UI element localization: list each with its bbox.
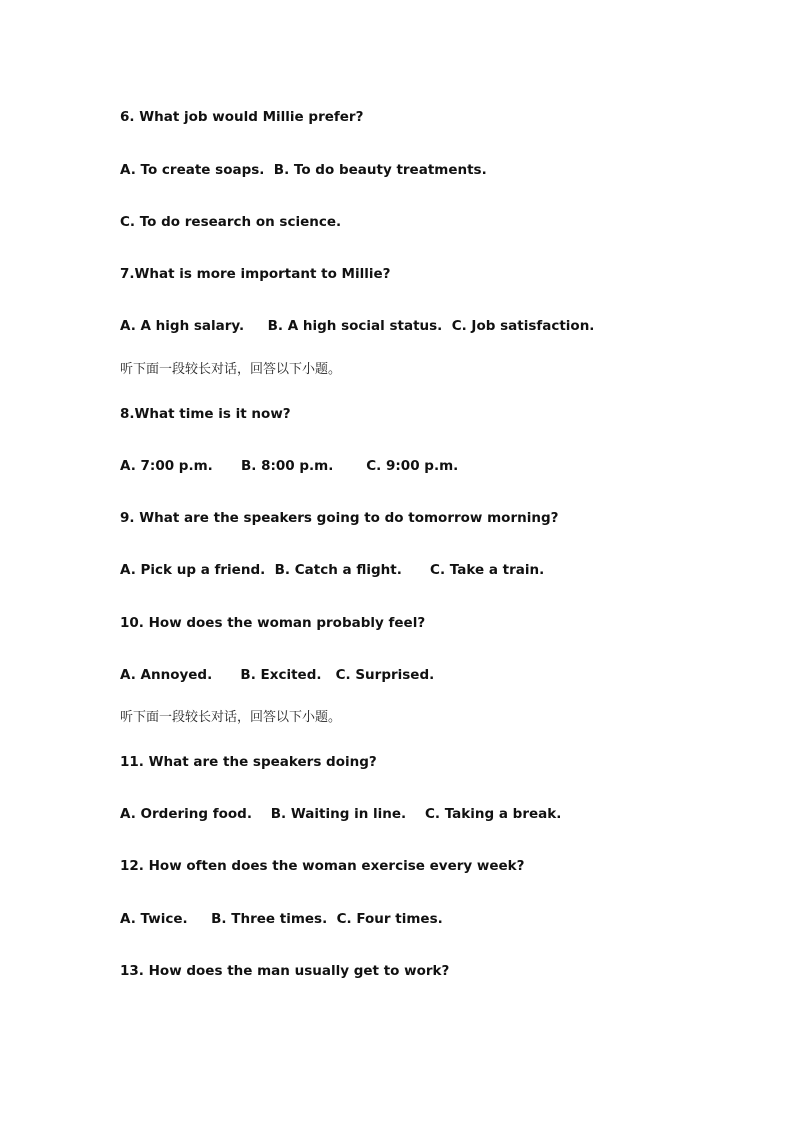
question-11-options: A. Ordering food. B. Waiting in line. C. Taking a break.	[120, 806, 562, 822]
question-7-options: A. A high salary. B. A high social status. C. Job satisfaction.	[120, 318, 595, 334]
question-10-options: A. Annoyed. B. Excited. C. Surprised.	[120, 667, 435, 683]
question-8: 8.What time is it now?	[120, 406, 291, 422]
question-10: 10. How does the woman probably feel?	[120, 615, 426, 631]
listening-instruction-1: 听下面一段较长对话，回答以下小题。	[120, 362, 342, 377]
question-6-option-c: C. To do research on science.	[120, 214, 342, 230]
question-9: 9. What are the speakers going to do tomorrow morning?	[120, 510, 559, 526]
listening-instruction-2: 听下面一段较长对话，回答以下小题。	[120, 710, 342, 725]
question-6: 6. What job would Millie prefer?	[120, 109, 364, 125]
question-12: 12. How often does the woman exercise every week?	[120, 858, 525, 874]
question-11: 11. What are the speakers doing?	[120, 754, 377, 770]
question-9-options: A. Pick up a friend. B. Catch a flight. C. Take a train.	[120, 562, 545, 578]
question-12-options: A. Twice. B. Three times. C. Four times.	[120, 911, 443, 927]
question-13: 13. How does the man usually get to work?	[120, 963, 450, 979]
question-8-options: A. 7:00 p.m. B. 8:00 p.m. C. 9:00 p.m.	[120, 458, 459, 474]
question-7: 7.What is more important to Millie?	[120, 266, 391, 282]
question-6-options-ab: A. To create soaps. B. To do beauty treatments.	[120, 162, 487, 178]
